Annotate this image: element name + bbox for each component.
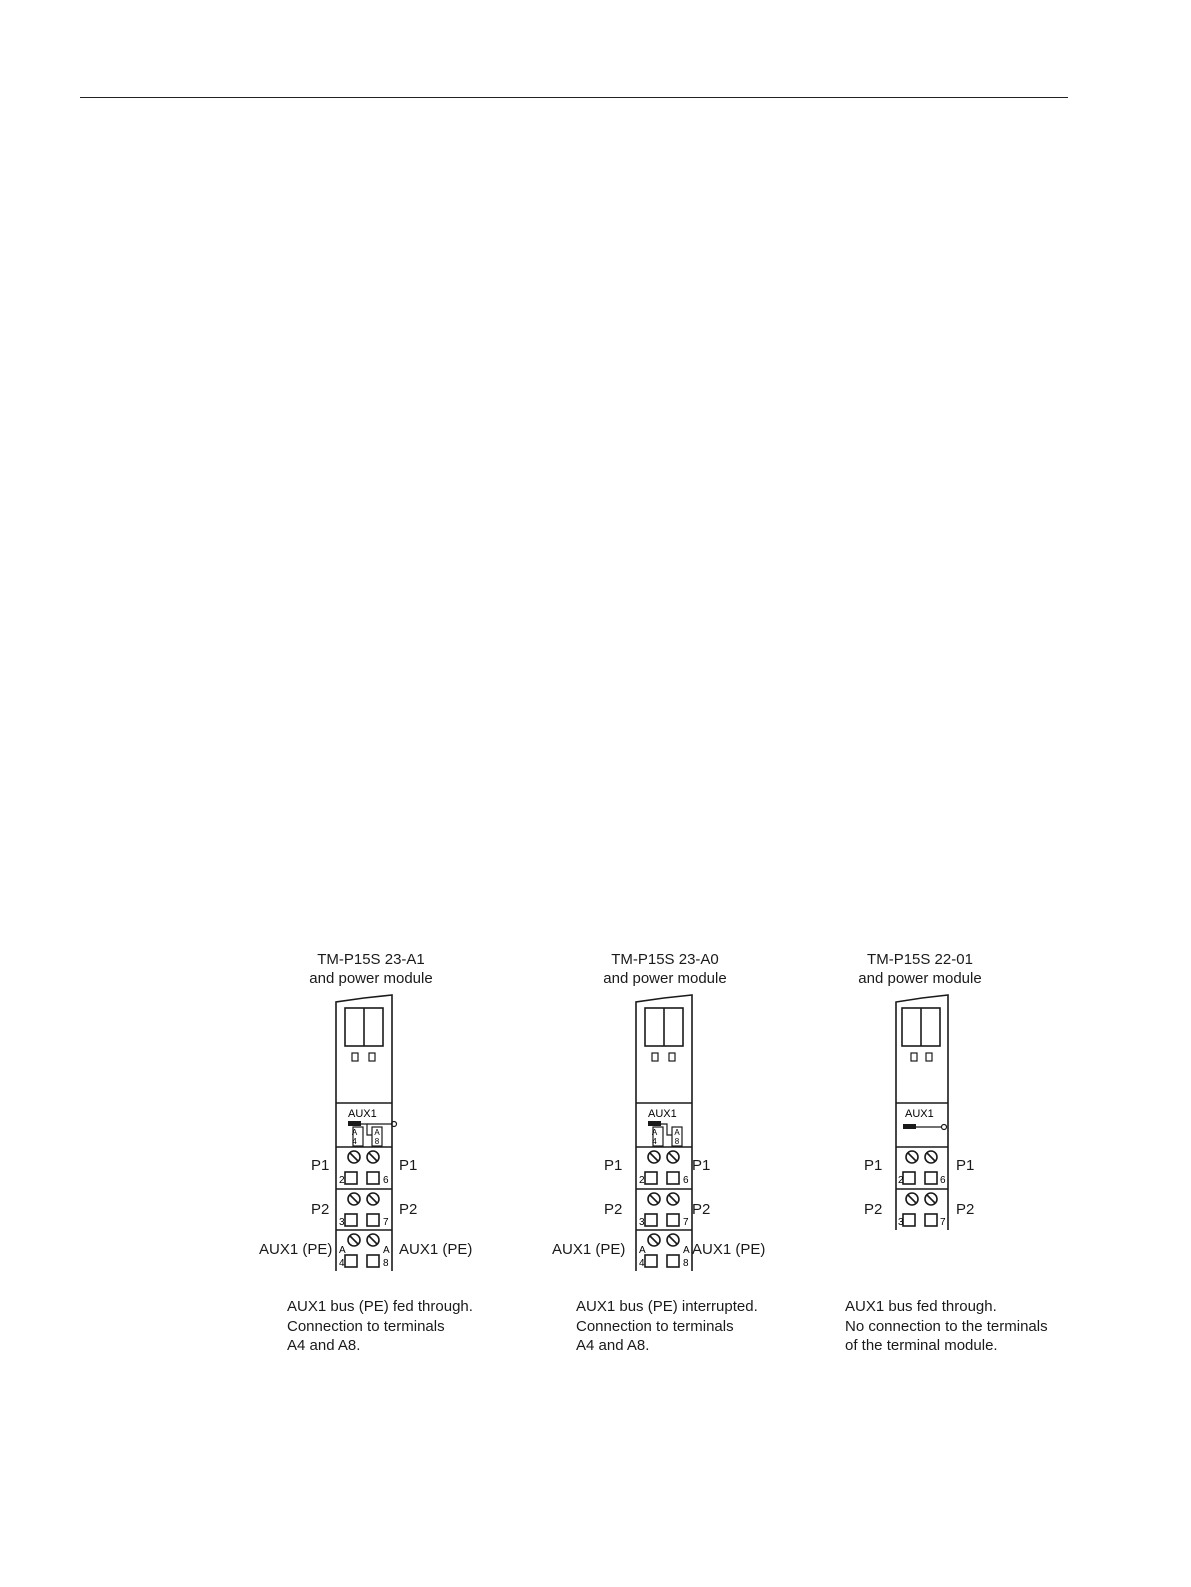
p2-left-label: P2 [311,1201,330,1218]
module-title: TM-P15S 23-A0 [611,951,719,968]
terminal-a-right-digit: 8 [374,1137,380,1146]
header-rule [80,97,1068,98]
bus-bar [648,1121,661,1126]
terminal-number: 2 [898,1175,904,1186]
bus-bar [903,1124,916,1129]
module-title: TM-P15S 23-A1 [317,951,425,968]
terminal-a-right-letter: A [674,1128,680,1137]
bus-label: AUX1 [648,1108,677,1120]
aux-pe-right-label: AUX1 (PE) [692,1241,766,1258]
p1-left-label: P1 [604,1157,623,1174]
terminal-number: A [339,1245,346,1256]
p2-left-label: P2 [604,1201,623,1218]
terminal-module-drawing [241,950,501,1290]
p1-left-label: P1 [311,1157,330,1174]
module-caption: AUX1 bus fed through. No connection to the terminals of the terminal module. [845,1298,1048,1354]
terminal-number: 6 [383,1175,389,1186]
led-right [926,1053,932,1061]
terminal-a-left-letter: A [651,1128,658,1137]
terminal-number: A [683,1245,690,1256]
led-left [652,1053,658,1061]
p2-right-label: P2 [956,1201,975,1218]
terminal-number: 7 [383,1217,389,1228]
module-caption: AUX1 bus (PE) fed through. Connection to terminals A4 and A8. [287,1298,473,1354]
p2-left-label: P2 [864,1201,883,1218]
bus-bar [348,1121,361,1126]
terminal-number: A [639,1245,646,1256]
terminal-number: 8 [383,1258,389,1269]
aux-pe-right-label: AUX1 (PE) [399,1241,473,1258]
terminal-number: 4 [639,1258,645,1269]
p1-left-label: P1 [864,1157,883,1174]
led-right [669,1053,675,1061]
p2-right-label: P2 [692,1201,711,1218]
terminal-number: 3 [639,1217,645,1228]
module-subtitle: and power module [309,970,433,987]
module-title: TM-P15S 22-01 [867,951,973,968]
terminal-a-left-digit: 4 [652,1137,657,1146]
terminal-number: 6 [940,1175,946,1186]
terminal-a-right-digit: 8 [674,1137,680,1146]
bus-label: AUX1 [348,1108,377,1120]
terminal-number: 3 [898,1217,904,1228]
module-tm-p15s-23-a1 [241,950,501,1370]
module-tm-p15s-22-01 [790,950,1050,1370]
p1-right-label: P1 [692,1157,711,1174]
terminal-number: 7 [683,1217,689,1228]
p2-right-label: P2 [399,1201,418,1218]
terminal-module-drawing [790,950,1050,1290]
terminal-number: 2 [339,1175,345,1186]
module-subtitle: and power module [858,970,982,987]
terminal-number: 8 [683,1258,689,1269]
terminal-number: 3 [339,1217,345,1228]
aux-pe-left-label: AUX1 (PE) [259,1241,333,1258]
terminal-a-right-letter: A [374,1128,380,1137]
terminal-number: 7 [940,1217,946,1228]
module-tm-p15s-23-a0 [541,950,801,1370]
bus-label: AUX1 [905,1108,934,1120]
p1-right-label: P1 [956,1157,975,1174]
terminal-number: A [383,1245,390,1256]
module-caption: AUX1 bus (PE) interrupted. Connection to terminals A4 and A8. [576,1298,758,1354]
terminal-number: 2 [639,1175,645,1186]
terminal-number: 4 [339,1258,345,1269]
led-left [911,1053,917,1061]
led-left [352,1053,358,1061]
terminal-number: 6 [683,1175,689,1186]
led-right [369,1053,375,1061]
p1-right-label: P1 [399,1157,418,1174]
terminal-module-drawing [541,950,801,1290]
aux-pe-left-label: AUX1 (PE) [552,1241,626,1258]
terminal-a-left-letter: A [351,1128,358,1137]
terminal-a-left-digit: 4 [352,1137,357,1146]
module-subtitle: and power module [603,970,727,987]
